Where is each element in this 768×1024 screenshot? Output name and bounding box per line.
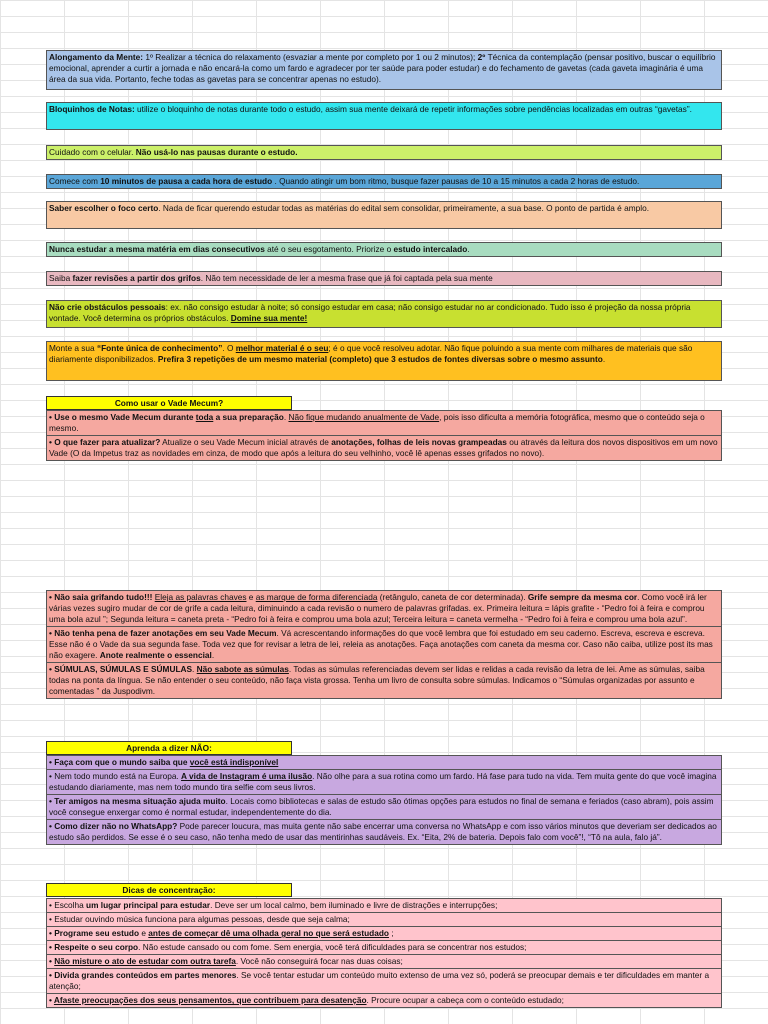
tip-text xyxy=(49,343,719,365)
text-run: “Fonte única de conhecimento” xyxy=(96,343,223,353)
tip-pausas xyxy=(46,174,722,189)
text-run: • Como dizer não no WhatsApp? xyxy=(49,821,178,831)
tip-text xyxy=(49,203,719,214)
section-header-concentracao: Dicas de concentração: xyxy=(46,883,292,897)
list-item xyxy=(47,941,721,955)
text-run: • Programe seu estudo xyxy=(49,928,142,938)
text-run: Técnica da contemplação (pensar positivo, buscar o equilíbrio emocional, aprender a curtir a jornada e não encará-la como um fardo e agradecer por ter saúde para poder estudar) e do fechamento de gavetas (cada gaveta imaginária é uma área da sua vida. Portanto, feche todas as gavetas para se concentrar apenas no estudo). xyxy=(49,52,716,84)
text-run: antes de começar dê uma olhada geral no que será estudado xyxy=(148,928,389,938)
text-run: • SÚMULAS, SÚMULAS E SÚMULAS xyxy=(49,664,193,674)
text-run: toda xyxy=(195,412,214,422)
tip-materia-consecutiva xyxy=(46,242,722,257)
text-run: Não crie obstáculos pessoais xyxy=(49,302,166,312)
text-run: Grife sempre da mesma cor xyxy=(527,592,638,602)
text-run: • Escolha xyxy=(49,900,87,910)
tip-alongamento xyxy=(46,50,722,90)
text-run: um lugar principal para estudar xyxy=(86,900,211,910)
text-run: (retângulo, caneta de cor determinada). xyxy=(377,592,528,602)
text-run: . xyxy=(467,244,470,254)
text-run: Bloquinhos de Notas: xyxy=(49,104,138,114)
tip-text xyxy=(49,176,719,187)
text-run: . Nada de ficar querendo estudar todas as matérias do edital sem consolidar, primeiramente, a sua base. O ponto de partida é amplo. xyxy=(158,203,650,213)
text-run: Cuidado com o celular. xyxy=(49,147,136,157)
text-run: melhor material é o seu xyxy=(235,343,329,353)
text-run: estudo intercalado xyxy=(393,244,468,254)
text-run: : ex. não consigo estudar à noite; só consigo estudar em casa; não consigo estudar no ar condicionado. Tudo isso é projeção da nossa própria vontade. Você determina os próprios obstáculos. xyxy=(49,302,691,323)
text-run: utilize o bloquinho de notas durante todo o estudo, assim sua mente deixará de repetir informações sobre pendências localizadas em outras “gavetas”. xyxy=(137,104,692,114)
text-run: . Não tem necessidade de ler a mesma frase que já foi captada pela sua mente xyxy=(200,273,493,283)
tip-text xyxy=(49,273,719,284)
text-run: Saber escolher o foco certo xyxy=(49,203,159,213)
text-run: . Procure ocupar a cabeça com o conteúdo estudado; xyxy=(366,995,564,1005)
text-run: , pois isso dificulta a memória fotográfica, mesmo que o conteúdo seja o mesmo. xyxy=(49,412,705,433)
dizer-nao-list xyxy=(46,755,722,845)
text-run: . O xyxy=(222,343,236,353)
text-run: Não sabote as súmulas xyxy=(196,664,289,674)
text-run: . xyxy=(602,354,606,364)
text-run: . Vá acrescentando informações do que você lembra que foi estudado em seu caderno. Escreva, escreva e escreva. Esse não é o Vade da sua segunda fase. Toda vez que for revisar a letra de lei, releia as anotações. Faça anotações com caneta da mesma cor. Caso não caiba, utilize post its mas não exagere. xyxy=(49,628,713,660)
list-item xyxy=(47,795,721,820)
text-run: Eleja as palavras chaves xyxy=(154,592,247,602)
text-run: Saiba xyxy=(49,273,73,283)
list-item xyxy=(47,663,721,698)
text-run: Prefira 3 repetições de um mesmo material (completo) que 3 estudos de fontes diversas sobre o mesmo assunto xyxy=(157,354,603,364)
text-run: . xyxy=(283,412,289,422)
text-run: ou através da leitura dos novos dispositivos em um novo Vade (O da Impetus traz as novidades em cinza, de modo que após a leitura do seu velhinho, você lê apenas esses grifados no novo). xyxy=(49,437,718,458)
tip-bloquinhos xyxy=(46,102,722,130)
text-run: e xyxy=(141,928,149,938)
list-item xyxy=(47,436,721,460)
tip-obstaculos xyxy=(46,300,722,328)
list-item xyxy=(47,591,721,627)
grifos-list xyxy=(46,590,722,699)
text-run: • Respeite o seu corpo xyxy=(49,942,139,952)
text-run: fazer revisões a partir dos grifos xyxy=(72,273,201,283)
text-run: Alongamento da Mente: xyxy=(49,52,146,62)
text-run: 1º Realizar a técnica do relaxamento (esvaziar a mente por completo por 1 ou 2 minutos); xyxy=(145,52,478,62)
list-item xyxy=(47,927,721,941)
text-run: • Não tenha pena de fazer anotações em seu Vade Mecum xyxy=(49,628,277,638)
text-run: • Ter amigos na mesma situação ajuda muito xyxy=(49,796,226,806)
text-run: • Use o mesmo Vade Mecum durante xyxy=(49,412,196,422)
vade-mecum-list xyxy=(46,410,722,461)
tip-revisoes xyxy=(46,271,722,286)
text-run: as marque de forma diferenciada xyxy=(255,592,378,602)
list-item xyxy=(47,411,721,436)
tip-text xyxy=(49,52,719,85)
tip-celular xyxy=(46,145,722,160)
text-run: . Todas as súmulas referenciadas devem ser lidas e relidas a cada revisão da letra de lei. Ame as súmulas, saiba todas na ponta da língua. Se não entender o seu conteúdo, não faça vista grossa. Tenha um livro de consulta sobre súmulas. Indicamos o “Súmulas organizadas por assunto e comentadas ” da Juspodivm. xyxy=(49,664,705,696)
text-run: . Locais como bibliotecas e salas de estudo são ótimas opções para estudos no final de semana e feriados (caso abram), pois assim você consegue enxergar como é normal estudar, independentemente do dia. xyxy=(49,796,714,817)
text-run: Nunca estudar a mesma matéria em dias consecutivos xyxy=(49,244,265,254)
concentracao-list xyxy=(46,898,722,1008)
text-run: • Faça com que o mundo saiba que xyxy=(49,757,190,767)
text-run: Pode parecer loucura, mas muita gente não sabe encerrar uma conversa no WhatsApp e com isso vários minutos que deveriam ser dedicados ao estudo são perdidos. Se esse é o seu caso, não tenha medo de usar das mentirinhas saudáveis. Ex. “Eita, 2% de bateria. Depois falo com você”!, “Tô na aula, falo já”. xyxy=(49,821,717,842)
tip-fonte-unica xyxy=(46,341,722,381)
list-item xyxy=(47,899,721,913)
text-run: a sua preparação xyxy=(213,412,284,422)
text-run: . Você não conseguirá focar nas duas coisas; xyxy=(235,956,403,966)
text-run: Comece com xyxy=(49,176,101,186)
list-item xyxy=(47,969,721,994)
text-run: ; xyxy=(388,928,394,938)
list-item xyxy=(47,820,721,844)
text-run: • Nem todo mundo está na Europa. xyxy=(49,771,182,781)
text-run: 2º xyxy=(477,52,488,62)
text-run: • Não saia grifando tudo!!! xyxy=(49,592,153,602)
text-run: 10 minutos de pausa a cada hora de estudo xyxy=(100,176,273,186)
tip-foco xyxy=(46,201,722,229)
text-run: até o seu esgotamento. Priorize o xyxy=(264,244,394,254)
list-item xyxy=(47,770,721,795)
text-run: • Estudar ouvindo música funciona para algumas pessoas, desde que seja calma; xyxy=(49,914,350,924)
text-run: . xyxy=(211,650,215,660)
tip-text xyxy=(49,302,719,324)
text-run: . Deve ser um local calmo, bem iluminado e livre de distrações e interrupções; xyxy=(210,900,498,910)
text-run: . Se você tentar estudar um conteúdo muito extenso de uma vez só, poderá se preocupar demais e ter dificuldades em manter a atenção; xyxy=(49,970,710,991)
text-run: • O que fazer para atualizar? xyxy=(49,437,161,447)
text-run: Não fique mudando anualmente de Vade xyxy=(288,412,440,422)
text-run: anotações, folhas de leis novas grampeadas xyxy=(331,437,507,447)
text-run: e xyxy=(246,592,256,602)
tip-text xyxy=(49,244,719,255)
text-run: Não usá-lo nas pausas durante o estudo. xyxy=(135,147,298,157)
text-run: Não misture o ato de estudar com outra tarefa xyxy=(54,956,236,966)
text-run: . Não olhe para a sua rotina como um fardo. Há fase para tudo na vida. Tem muita gente do que você imagina estudando diariamente, mas nem todo mundo tira selfie com seus livros. xyxy=(49,771,717,792)
text-run: . xyxy=(192,664,197,674)
text-run: A vida de Instagram é uma ilusão xyxy=(181,771,313,781)
section-header-dizer-nao: Aprenda a dizer NÃO: xyxy=(46,741,292,755)
text-run: . Como você irá ler várias vezes sugiro mudar de cor de grife a cada leitura, diminuindo a cada revisão o numero de palavras grifadas. ex. Primeira leitura = lápis grafite - “Pedro foi à feira e comprou uma bola azul ”; Segunda leitura = caneta preta - “Pedro foi à feira e comprou uma bola azul; Terceira leitura = caneta vermelha - “Pedro foi à feira e comprou uma bola azul”. xyxy=(49,592,707,624)
text-run: você está indisponível xyxy=(189,757,279,767)
list-item xyxy=(47,994,721,1007)
section-header-vade-mecum: Como usar o Vade Mecum? xyxy=(46,396,292,410)
text-run: . Quando atingir um bom ritmo, busque fazer pausas de 10 a 15 minutos a cada 2 horas de estudo. xyxy=(272,176,640,186)
text-run: Atualize o seu Vade Mecum inicial através de xyxy=(160,437,332,447)
text-run: ; é o que você resolveu adotar. Não fique poluindo a sua mente com milhares de materiais que são diariamente disponibilizados. xyxy=(49,343,693,364)
text-run: . Não estude cansado ou com fome. Sem energia, você terá dificuldades para se concentrar nos estudos; xyxy=(138,942,527,952)
list-item xyxy=(47,913,721,927)
text-run: • xyxy=(49,956,55,966)
tip-text xyxy=(49,147,719,158)
list-item xyxy=(47,627,721,663)
list-item xyxy=(47,955,721,969)
tip-text xyxy=(49,104,719,115)
text-run: • xyxy=(49,995,54,1005)
text-run: Anote realmente o essencial xyxy=(99,650,212,660)
text-run: Afaste preocupações dos seus pensamentos, que contribuem para desatenção xyxy=(53,995,367,1005)
text-run: Monte a sua xyxy=(49,343,97,353)
text-run: • Divida grandes conteúdos em partes menores xyxy=(49,970,237,980)
text-run: Domine sua mente! xyxy=(230,313,308,323)
list-item xyxy=(47,756,721,770)
